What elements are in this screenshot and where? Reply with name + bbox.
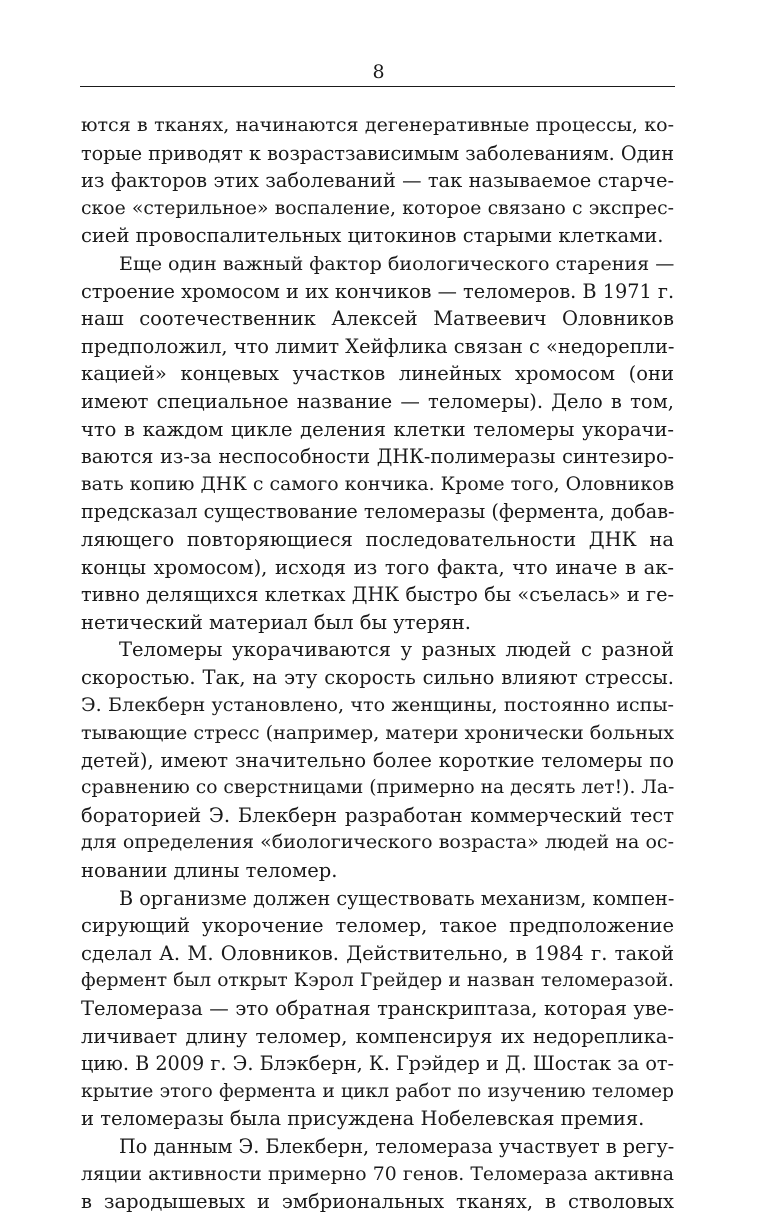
text-line: Э. Блекберн установлено, что женщины, постоянно испы- (81, 693, 674, 717)
text-line: сией провоспалительных цитокинов старыми клетками. (81, 224, 664, 248)
paragraph (81, 1133, 674, 1216)
text-line: сирующий укорочение теломер, такое предположение (81, 914, 674, 938)
text-line: и теломеразы была присуждена Нобелевская премия. (81, 1107, 645, 1131)
text-line: кацией» концевых участков линейных хромосом (они (81, 362, 674, 386)
text-line: скоростью. Так, на эту скорость сильно влияют стрессы. (81, 665, 674, 689)
body-text (81, 112, 674, 1216)
text-line: нетический материал был бы утерян. (81, 610, 471, 634)
text-line: предположил, что лимит Хейфлика связан с «недорепли- (81, 334, 675, 358)
text-line: тывающие стресс (например, матери хронически больных (81, 721, 674, 745)
text-line: крытие этого фермента и цикл работ по изучению теломер (81, 1080, 674, 1102)
header-rule (80, 86, 675, 87)
text-line: что в каждом цикле деления клетки теломеры укорачи- (81, 417, 674, 441)
text-line: Теломераза — это обратная транскриптаза, которая уве- (81, 997, 674, 1020)
paragraph (81, 250, 674, 636)
text-line: В организме должен существовать механизм, компен- (119, 886, 675, 910)
text-line: имеют специальное название — теломеры). Дело в том, (81, 389, 674, 413)
text-line: сравнению со сверстницами (примерно на десять лет!). Ла- (81, 777, 675, 799)
text-line: По данным Э. Блекберн, теломераза участвует в регу- (119, 1134, 675, 1158)
paragraph (81, 885, 674, 1133)
text-line: концы хромосом), исходя из того факта, что иначе в ак- (81, 555, 674, 579)
text-line: цию. В 2009 г. Э. Блэкберн, К. Грэйдер и Д. Шостак за от- (81, 1052, 674, 1076)
text-line: личивает длину теломер, компенсируя их недорепликa- (81, 1024, 674, 1048)
text-line: из факторов этих заболеваний — так называемое старче- (81, 169, 674, 193)
text-line: Теломеры укорачиваются у разных людей с разной (119, 638, 674, 662)
paragraph (81, 112, 674, 250)
text-line: ляющего повторяющиеся последовательности ДНК на (81, 527, 674, 551)
text-line: ляции активности примерно 70 генов. Теломераза активна (81, 1163, 674, 1185)
text-line: наш соотечественник Алексей Матвеевич Оловников (81, 307, 674, 331)
text-line: новании длины теломер. (81, 859, 338, 883)
text-line: ются в тканях, начинаются дегенеративные процессы, ко- (81, 114, 674, 136)
text-line: в зародышевых и эмбриональных тканях, в стволовых (81, 1190, 674, 1214)
text-line: бораторией Э. Блекберн разработан коммерческий тест (81, 803, 674, 827)
text-line: детей), имеют значительно более короткие теломеры по (81, 748, 674, 772)
text-line: строение хромосом и их кончиков — теломеров. В 1971 г. (81, 279, 675, 303)
text-line: фермент был открыт Кэрол Грейдер и назван теломеразой. (81, 970, 674, 992)
page-number: 8 (372, 61, 385, 83)
text-line: ское «стерильное» воспаление, которое связано с экспрес- (81, 197, 674, 219)
text-line: сделал А. М. Оловников. Действительно, в 1984 г. такой (81, 941, 674, 965)
text-line: торые приводят к возрастзависимым заболеваниям. Один (81, 141, 674, 165)
paragraph (81, 636, 674, 884)
text-line: предсказал существование теломеразы (фермента, добав- (81, 500, 675, 524)
text-line: тивно делящихся клетках ДНК быстро бы «съелась» и ге- (81, 583, 674, 607)
text-line: вать копию ДНК с самого кончика. Кроме того, Оловников (81, 472, 675, 495)
text-line: Еще один важный фактор биологического старения — (119, 251, 675, 275)
text-line: ваются из-за неспособности ДНК-полимеразы синтезиро- (81, 445, 674, 469)
text-line: для определения «биологического возраста» людей на ос- (81, 831, 674, 854)
